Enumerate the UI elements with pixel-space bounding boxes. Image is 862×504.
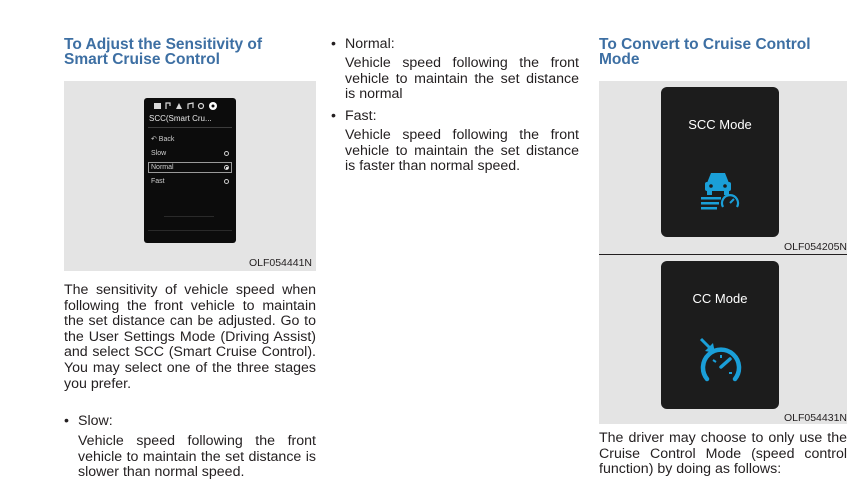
heading-line-2: Smart Cruise Control xyxy=(64,51,220,68)
bullet-slow-text: Vehicle speed following the front vehicle to maintain the set distance is slower than normal speed. xyxy=(78,433,316,481)
section-heading-sensitivity xyxy=(64,37,316,67)
menu-item-label: Fast xyxy=(151,178,165,185)
menu-back: ↶ Back xyxy=(151,136,175,143)
bullet-fast-text: Vehicle speed following the front vehicle to maintain the set distance is faster than normal speed. xyxy=(345,127,579,175)
scc-mode-figure xyxy=(599,81,847,254)
figure-caption: OLF054441N xyxy=(248,257,312,269)
section-heading-cruise-control xyxy=(599,37,847,67)
heading-line-1: To Convert to Cruise Control xyxy=(599,36,811,53)
menu-item-label: Slow xyxy=(151,150,167,157)
screen-status-icons xyxy=(154,101,226,113)
cc-mode-label: CC Mode xyxy=(692,291,748,306)
heading-line-1: To Adjust the Sensitivity of xyxy=(64,36,263,53)
bullet-dot-icon: • xyxy=(331,108,336,124)
scc-mode-label: SCC Mode xyxy=(688,117,752,132)
bullet-dot-icon: • xyxy=(331,36,336,52)
radio-icon xyxy=(224,151,229,156)
figure-caption: OLF054205N xyxy=(783,241,847,253)
bullet-label: Normal: xyxy=(345,36,395,52)
scc-settings-figure xyxy=(64,81,316,271)
bullet-normal xyxy=(331,37,579,53)
cc-mode-display xyxy=(661,261,779,409)
bullet-normal-text: Vehicle speed following the front vehicle to maintain the set distance is normal xyxy=(345,55,579,103)
menu-item-fast xyxy=(151,178,231,185)
body-paragraph: The driver may choose to only use the Cruise Control Mode (speed control function) by doing as follows: xyxy=(599,430,847,478)
scc-car-gauge-icon xyxy=(697,165,743,211)
menu-item-label: Normal xyxy=(151,164,174,171)
bullet-dot-icon: • xyxy=(64,413,69,429)
bullet-slow xyxy=(64,414,316,430)
bullet-label: Fast: xyxy=(345,108,377,124)
cruise-gauge-icon xyxy=(693,333,747,387)
radio-selected-icon xyxy=(224,165,229,170)
heading-line-2: Mode xyxy=(599,51,640,68)
figure-caption: OLF054431N xyxy=(783,412,847,424)
screen-title: SCC(Smart Cru... xyxy=(149,114,212,123)
screen-divider xyxy=(164,216,214,217)
bullet-label: Slow: xyxy=(78,413,113,429)
settings-screen xyxy=(144,98,236,243)
body-paragraph: The sensitivity of vehicle speed when following the front vehicle to maintain the set distance can be adjusted. Go to the User Settings Mode (Driving Assist) and select SCC (Smart Cruise Control). You may select one of the three stages you prefer. xyxy=(64,282,316,392)
screen-divider xyxy=(148,127,232,128)
cc-mode-figure xyxy=(599,255,847,424)
menu-item-slow xyxy=(151,150,231,157)
radio-icon xyxy=(224,179,229,184)
bullet-fast xyxy=(331,109,579,125)
menu-item-normal xyxy=(151,164,231,171)
scc-mode-display xyxy=(661,87,779,237)
screen-divider xyxy=(148,230,232,231)
